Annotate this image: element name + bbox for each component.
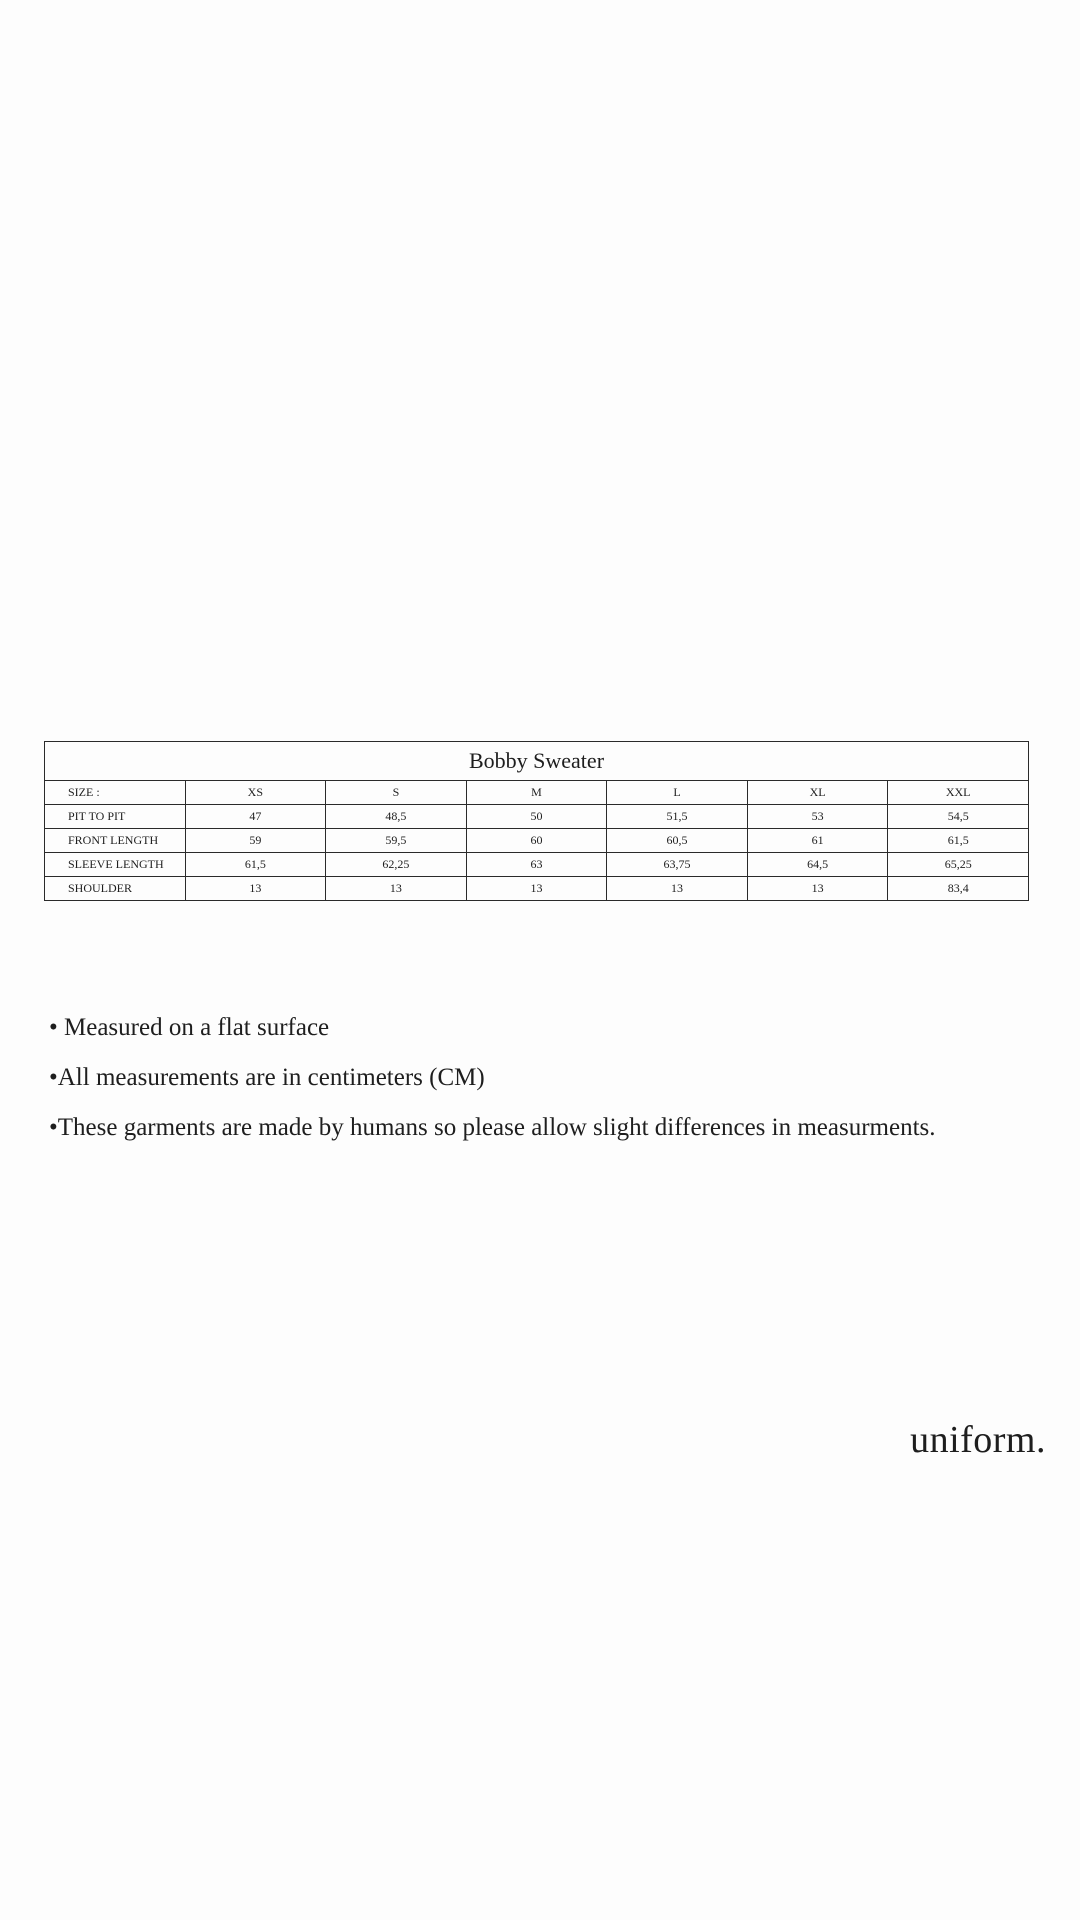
table-cell: 13: [185, 877, 326, 901]
table-cell: 60,5: [607, 829, 748, 853]
size-header-row: [45, 781, 1029, 805]
table-cell: 13: [466, 877, 607, 901]
table-row-pit-to-pit: [45, 805, 1029, 829]
table-cell: 13: [607, 877, 748, 901]
table-cell: 59,5: [326, 829, 467, 853]
row-label: SLEEVE LENGTH: [45, 853, 186, 877]
table-row-shoulder: [45, 877, 1029, 901]
note-centimeters: •All measurements are in centimeters (CM): [49, 1064, 485, 1091]
row-label: FRONT LENGTH: [45, 829, 186, 853]
row-label: PIT TO PIT: [45, 805, 186, 829]
size-header-cell: M: [466, 781, 607, 805]
size-header-cell: S: [326, 781, 467, 805]
table-cell: 61: [747, 829, 888, 853]
table-cell: 51,5: [607, 805, 748, 829]
size-header-cell: XS: [185, 781, 326, 805]
size-header-cell: L: [607, 781, 748, 805]
table-cell: 53: [747, 805, 888, 829]
measurement-notes: [49, 1003, 1049, 1153]
row-label: SHOULDER: [45, 877, 186, 901]
size-header-cell: XL: [747, 781, 888, 805]
table-cell: 50: [466, 805, 607, 829]
size-header-cell: XXL: [888, 781, 1029, 805]
table-cell: 61,5: [185, 853, 326, 877]
table-title: Bobby Sweater: [45, 742, 1029, 781]
table-cell: 54,5: [888, 805, 1029, 829]
table-row-front-length: [45, 829, 1029, 853]
table-cell: 47: [185, 805, 326, 829]
note-handmade: •These garments are made by humans so please allow slight differences in measurments.: [49, 1114, 936, 1141]
table-cell: 59: [185, 829, 326, 853]
table-cell: 60: [466, 829, 607, 853]
table-cell: 63: [466, 853, 607, 877]
table-cell: 13: [747, 877, 888, 901]
table-cell: 83,4: [888, 877, 1029, 901]
table-cell: 65,25: [888, 853, 1029, 877]
table-cell: 61,5: [888, 829, 1029, 853]
table-cell: 48,5: [326, 805, 467, 829]
size-header-label: SIZE :: [45, 781, 186, 805]
table-cell: 13: [326, 877, 467, 901]
brand-logo: uniform.: [910, 1419, 1046, 1461]
table-cell: 64,5: [747, 853, 888, 877]
size-chart-table: [44, 741, 1029, 901]
note-flat-surface: • Measured on a flat surface: [49, 1014, 330, 1041]
table-row-sleeve-length: [45, 853, 1029, 877]
table-cell: 63,75: [607, 853, 748, 877]
table-cell: 62,25: [326, 853, 467, 877]
